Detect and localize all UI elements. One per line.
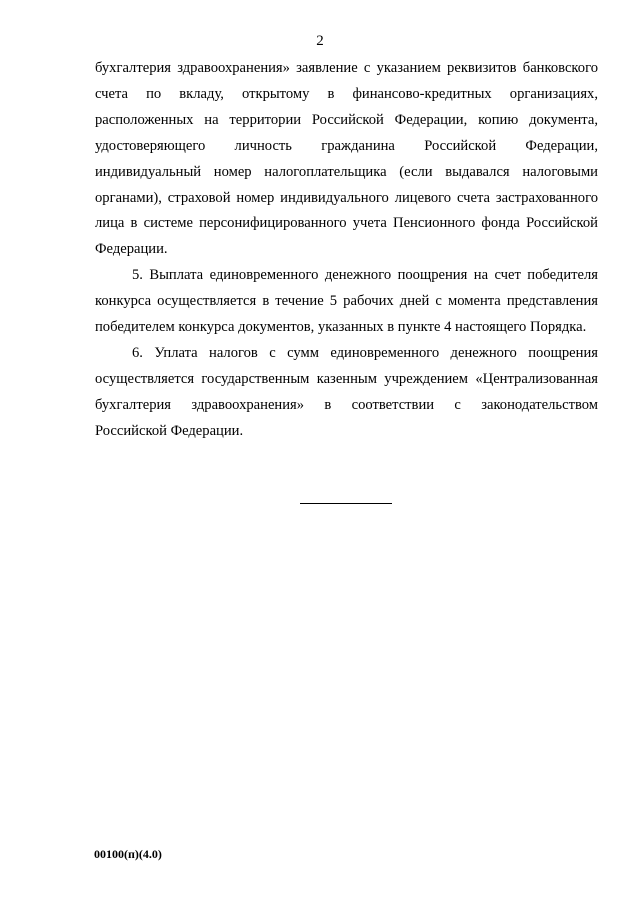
text-line: победителем конкурса документов, указанных в пункте 4 настоящего Порядка. xyxy=(95,319,587,336)
text-line: Федерации. xyxy=(95,241,168,258)
document-body xyxy=(95,56,598,445)
text-line: удостоверяющего личность гражданина Российской Федерации, xyxy=(95,137,598,154)
text-line: лица в системе персонифицированного учета Пенсионного фонда Российской xyxy=(95,215,598,232)
document-code: 00100(п)(4.0) xyxy=(94,847,162,861)
text-line: бухгалтерия здравоохранения» в соответствии с законодательством xyxy=(95,396,598,413)
text-line: 5. Выплата единовременного денежного поощрения на счет победителя xyxy=(132,267,598,284)
text-line: расположенных на территории Российской Федерации, копию документа, xyxy=(95,111,598,128)
closing-separator-line xyxy=(300,503,392,504)
text-line: Российской Федерации. xyxy=(95,422,244,439)
text-line: конкурса осуществляется в течение 5 рабочих дней с момента представления xyxy=(95,293,598,310)
text-line: счета по вкладу, открытому в финансово-кредитных организациях, xyxy=(95,85,598,102)
text-line: 6. Уплата налогов с сумм единовременного денежного поощрения xyxy=(132,344,598,361)
text-line: бухгалтерия здравоохранения» заявление с указанием реквизитов банковского xyxy=(95,60,598,76)
text-line: органами), страховой номер индивидуального лицевого счета застрахованного xyxy=(95,189,598,206)
text-line: индивидуальный номер налогоплательщика (если выдавался налоговыми xyxy=(95,163,598,180)
page-number: 2 xyxy=(316,33,324,49)
text-line: осуществляется государственным казенным учреждением «Централизованная xyxy=(95,370,598,387)
